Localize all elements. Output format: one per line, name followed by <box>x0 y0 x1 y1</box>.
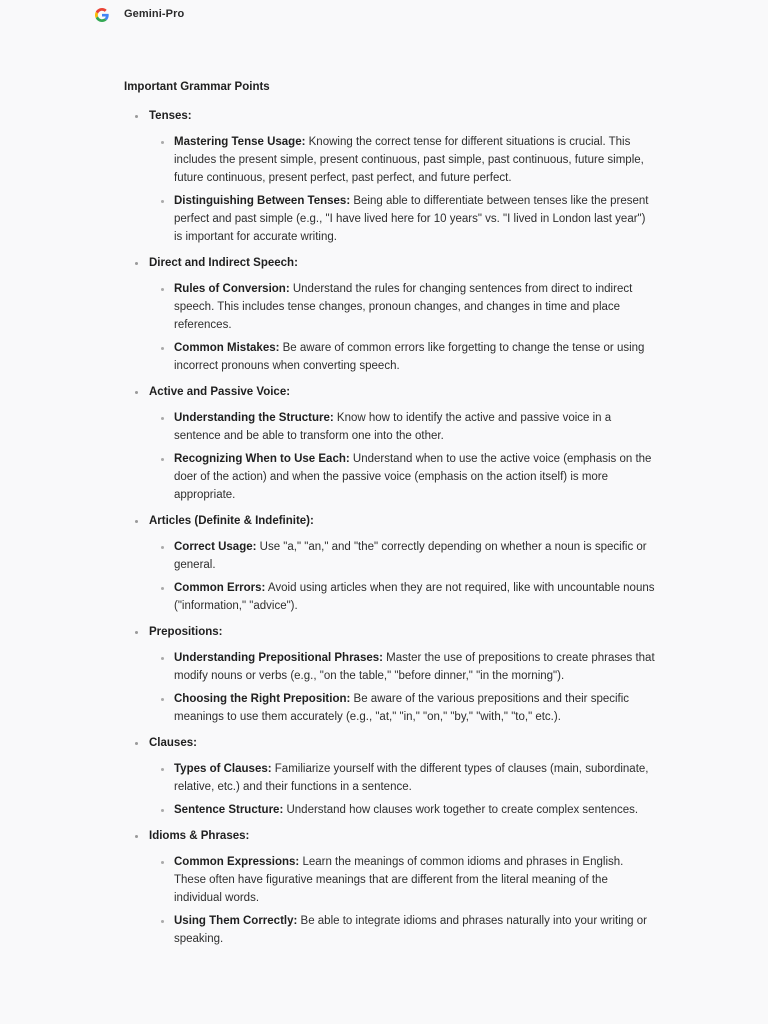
point-text: Know how to identify the active and passive voice in a sentence and be able to transform one into the other. <box>174 412 612 442</box>
point-lead: Understanding Prepositional Phrases: <box>174 652 383 664</box>
point-lead: Common Errors: <box>174 582 266 594</box>
section-title: Clauses: <box>149 737 197 749</box>
point-item <box>149 801 656 819</box>
point-lead: Types of Clauses: <box>174 763 272 775</box>
section-item <box>124 384 652 504</box>
point-text: Understand how clauses work together to create complex sentences. <box>283 804 639 816</box>
point-text: Avoid using articles when they are not required, like with uncountable nouns ("information," "advice"). <box>174 582 655 612</box>
point-lead: Choosing the Right Preposition: <box>174 693 351 705</box>
point-item <box>149 649 656 685</box>
point-lead: Common Mistakes: <box>174 342 280 354</box>
point-text: Be able to integrate idioms and phrases naturally into your writing or speaking. <box>174 915 647 945</box>
point-text: Be aware of the various prepositions and their specific meanings to use them accurately (e.g., "at," "in," "on," "by," "with," "to," etc.). <box>174 693 630 723</box>
top-bar <box>0 0 768 30</box>
point-list <box>149 133 649 246</box>
point-list <box>149 853 647 948</box>
section-item <box>124 828 647 948</box>
point-text: Familiarize yourself with the different types of clauses (main, subordinate, relative, etc.) and their functions in a sentence. <box>174 763 649 793</box>
point-text: Being able to differentiate between tenses like the present perfect and past simple (e.g., "I have lived here for 10 years" vs. "I lived in London last year") is important for accurate writing. <box>174 195 649 243</box>
point-list <box>149 409 652 504</box>
point-item <box>149 912 656 948</box>
app-title: Gemini-Pro <box>124 8 185 20</box>
point-lead: Using Them Correctly: <box>174 915 298 927</box>
point-text: Understand when to use the active voice (emphasis on the doer of the action) and when the passive voice (emphasis on the action itself) is more appropriate. <box>174 453 652 501</box>
section-title: Tenses: <box>149 110 192 122</box>
section-list <box>124 108 655 948</box>
point-item <box>149 450 656 504</box>
point-list <box>149 649 655 726</box>
point-item <box>149 339 656 375</box>
point-lead: Mastering Tense Usage: <box>174 136 306 148</box>
section-item <box>124 108 649 246</box>
point-item <box>149 192 656 246</box>
section-item <box>124 624 655 726</box>
point-lead: Distinguishing Between Tenses: <box>174 195 351 207</box>
point-item <box>149 853 656 907</box>
point-item <box>149 409 656 445</box>
point-list <box>149 760 649 819</box>
point-text: Knowing the correct tense for different situations is crucial. This includes the present simple, present continuous, past simple, past continuous, future simple, future continuous, present perfect, past perfect, and future perfect. <box>174 136 644 184</box>
google-g-icon <box>95 8 109 22</box>
point-lead: Recognizing When to Use Each: <box>174 453 350 465</box>
section-title: Active and Passive Voice: <box>149 386 291 398</box>
point-item <box>149 760 656 796</box>
section-title: Direct and Indirect Speech: <box>149 257 298 269</box>
point-lead: Understanding the Structure: <box>174 412 334 424</box>
response-content <box>124 79 655 957</box>
point-text: Be aware of common errors like forgetting to change the tense or using incorrect pronouns when converting speech. <box>174 342 645 372</box>
point-lead: Rules of Conversion: <box>174 283 290 295</box>
section-item <box>124 255 644 375</box>
point-list <box>149 280 644 375</box>
point-text: Use "a," "an," and "the" correctly depending on whether a noun is specific or general. <box>174 541 647 571</box>
point-lead: Common Expressions: <box>174 856 300 868</box>
section-item <box>124 513 655 615</box>
point-item <box>149 133 656 187</box>
point-lead: Correct Usage: <box>174 541 257 553</box>
section-title: Idioms & Phrases: <box>149 830 250 842</box>
point-text: Learn the meanings of common idioms and phrases in English. These often have figurative meanings that are different from the literal meaning of the individual words. <box>174 856 624 904</box>
point-text: Understand the rules for changing sentences from direct to indirect speech. This includes tense changes, pronoun changes, and changes in time and place references. <box>174 283 633 331</box>
point-item <box>149 579 656 615</box>
point-list <box>149 538 655 615</box>
point-item <box>149 690 656 726</box>
point-lead: Sentence Structure: <box>174 804 284 816</box>
section-item <box>124 735 649 819</box>
section-title: Prepositions: <box>149 626 223 638</box>
section-title: Articles (Definite & Indefinite): <box>149 515 314 527</box>
point-text: Master the use of prepositions to create phrases that modify nouns or verbs (e.g., "on the table," "before dinner," "in the morning"). <box>174 652 655 682</box>
document-title: Important Grammar Points <box>124 81 270 93</box>
point-item <box>149 538 656 574</box>
point-item <box>149 280 656 334</box>
